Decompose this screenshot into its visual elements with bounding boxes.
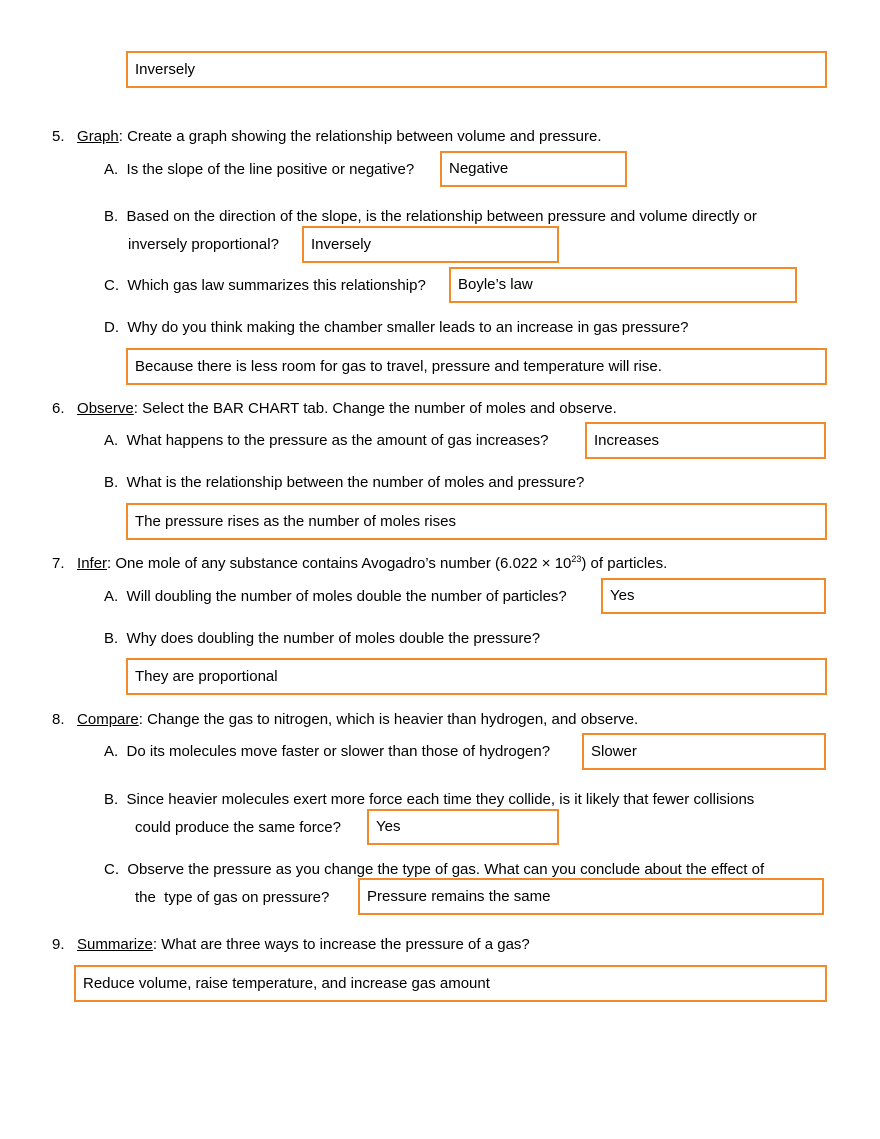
question-8c-line2: the type of gas on pressure? <box>135 889 330 906</box>
answer-box-6b[interactable] <box>126 503 827 540</box>
question-5c <box>104 277 426 295</box>
sub-letter: D. <box>104 319 119 336</box>
question-6 <box>52 400 617 418</box>
answer-box-5c[interactable] <box>449 267 797 303</box>
question-6a <box>104 432 548 450</box>
answer-box-7b[interactable] <box>126 658 827 695</box>
question-prompt: : Change the gas to nitrogen, which is heavier than hydrogen, and observe. <box>138 711 639 728</box>
answer-text: Inversely <box>135 60 196 78</box>
sub-question-text: Is the slope of the line positive or negative? <box>126 161 415 178</box>
sub-question-text: What happens to the pressure as the amount of gas increases? <box>126 432 549 449</box>
answer-box-5d[interactable] <box>126 348 827 385</box>
question-9 <box>52 936 530 954</box>
sub-letter: B. <box>104 208 119 225</box>
question-8 <box>52 711 638 729</box>
answer-box-5b[interactable] <box>302 226 559 263</box>
answer-box-8c[interactable] <box>358 878 824 915</box>
answer-text: Inversely <box>311 235 372 253</box>
answer-text: Yes <box>376 818 401 835</box>
question-6b <box>104 474 584 492</box>
sub-question-text: Since heavier molecules exert more force each time they collide, is it likely that fewer collisions <box>126 791 755 808</box>
answer-box-8a[interactable] <box>582 733 826 770</box>
question-prompt: : Select the BAR CHART tab. Change the number of moles and observe. <box>133 400 617 417</box>
exponent: 23 <box>571 554 582 564</box>
question-number: 6. <box>52 400 65 417</box>
sub-question-text: Observe the pressure as you change the type of gas. What can you conclude about the effect of <box>127 861 765 878</box>
sub-question-text: Will doubling the number of moles double the number of particles? <box>126 588 567 605</box>
sub-letter: A. <box>104 161 119 178</box>
answer-text: Yes <box>610 587 635 604</box>
question-8b-line1 <box>104 791 754 809</box>
question-number: 9. <box>52 936 65 953</box>
question-keyword: Infer <box>77 555 108 572</box>
answer-box-7a[interactable] <box>601 578 826 614</box>
question-7a <box>104 588 567 606</box>
question-8c-line1 <box>104 861 764 879</box>
question-prompt-end: ) of particles. <box>581 555 668 572</box>
answer-box-6a[interactable] <box>585 422 826 459</box>
answer-box-8b[interactable] <box>367 809 559 845</box>
answer-text: Negative <box>449 160 509 177</box>
answer-text: Reduce volume, raise temperature, and increase gas amount <box>83 974 490 992</box>
sub-letter: B. <box>104 630 119 647</box>
question-5d <box>104 319 688 337</box>
question-prompt: : Create a graph showing the relationship between volume and pressure. <box>118 128 602 145</box>
sub-question-text: Which gas law summarizes this relationship? <box>127 277 426 294</box>
sub-letter: B. <box>104 791 119 808</box>
answer-text: The pressure rises as the number of moles rises <box>135 512 456 530</box>
question-7 <box>52 555 667 573</box>
sub-question-text: Based on the direction of the slope, is the relationship between pressure and volume directly or <box>126 208 757 225</box>
question-keyword: Summarize <box>77 936 153 953</box>
answer-box-5a[interactable] <box>440 151 627 187</box>
question-keyword: Observe <box>77 400 134 417</box>
sub-question-text: What is the relationship between the number of moles and pressure? <box>126 474 585 491</box>
question-keyword: Compare <box>77 711 139 728</box>
sub-letter: C. <box>104 861 119 878</box>
question-prompt: : One mole of any substance contains Avogadro’s number (6.022 × 10 <box>107 555 572 572</box>
answer-text: Because there is less room for gas to travel, pressure and temperature will rise. <box>135 357 662 375</box>
question-8a <box>104 743 550 761</box>
question-number: 5. <box>52 128 65 145</box>
question-number: 7. <box>52 555 65 572</box>
answer-text: Pressure remains the same <box>367 887 551 905</box>
sub-letter: B. <box>104 474 119 491</box>
sub-question-text: Do its molecules move faster or slower than those of hydrogen? <box>126 743 551 760</box>
question-keyword: Graph <box>77 128 119 145</box>
sub-question-text: Why does doubling the number of moles double the pressure? <box>126 630 541 647</box>
sub-question-text: Why do you think making the chamber smaller leads to an increase in gas pressure? <box>127 319 689 336</box>
sub-letter: A. <box>104 432 119 449</box>
answer-text: Increases <box>594 431 660 449</box>
answer-text: Boyle’s law <box>458 276 533 293</box>
question-number: 8. <box>52 711 65 728</box>
question-5b-line1 <box>104 208 757 226</box>
question-5 <box>52 128 602 146</box>
answer-box-previous[interactable] <box>126 51 827 88</box>
question-prompt: : What are three ways to increase the pressure of a gas? <box>152 936 530 953</box>
answer-text: They are proportional <box>135 667 278 685</box>
answer-box-9[interactable] <box>74 965 827 1002</box>
sub-letter: C. <box>104 277 119 294</box>
question-8b-line2: could produce the same force? <box>135 819 341 836</box>
answer-text: Slower <box>591 742 637 760</box>
question-5a <box>104 161 414 179</box>
question-5b-line2: inversely proportional? <box>128 236 279 253</box>
question-7b <box>104 630 540 648</box>
sub-letter: A. <box>104 588 119 605</box>
sub-letter: A. <box>104 743 119 760</box>
